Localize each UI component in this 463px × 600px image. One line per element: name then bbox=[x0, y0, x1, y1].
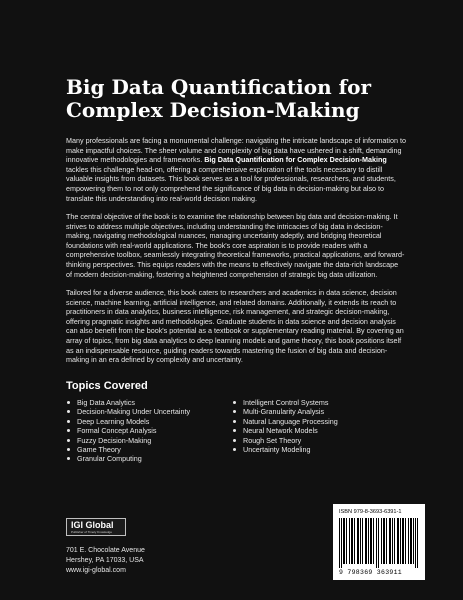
topic-label: Fuzzy Decision-Making bbox=[77, 435, 152, 445]
description-paragraph-1-intro: Many professionals are facing a monumental challenge: navigating the intricate landscape of information to make impactful choices. The sheer volume and complexity of big data have ushered in a shift, demanding innovative methodologies and frameworks. bbox=[66, 136, 407, 165]
description-paragraph-1 bbox=[66, 136, 406, 203]
description-paragraph-2: The central objective of the book is to examine the relationship between big data and decision-making. It strives to address multiple objectives, including understanding the intricacies of big data in decision-making, navigating methodological nuances, managing uncertainty adeptly, and bridging theoretical foundations with real-world applications. The book's core aspiration is to provide readers with a comprehensive toolbox, seamlessly integrating theoretical frameworks, practical applications, and forward-thinking perspectives. This equips readers with the means to effectively navigate the data-rich landscape of modern decision-making, fostering a heightened comprehension of strategic big data utilization. bbox=[66, 212, 405, 279]
bullet-icon bbox=[233, 420, 236, 423]
bullet-icon bbox=[67, 401, 70, 404]
publisher-logo-name: IGI Global bbox=[71, 520, 114, 530]
book-title-line-1: Big Data Quantification for bbox=[66, 75, 372, 99]
bullet-icon bbox=[233, 429, 236, 432]
topic-label: Intelligent Control Systems bbox=[243, 398, 329, 407]
address-street: 701 E. Chocolate Avenue bbox=[66, 547, 145, 554]
topic-label: Rough Set Theory bbox=[243, 435, 302, 445]
isbn-barcode-box bbox=[333, 504, 425, 580]
isbn-number: ISBN 979-8-3693-6391-1 bbox=[339, 509, 402, 515]
barcode-icon bbox=[339, 518, 419, 568]
topic-label: Neural Network Models bbox=[243, 426, 318, 436]
topic-label: Deep Learning Models bbox=[77, 416, 150, 426]
topics-heading: Topics Covered bbox=[66, 380, 148, 392]
bullet-icon bbox=[233, 410, 236, 413]
bullet-icon bbox=[67, 448, 70, 451]
description-paragraph-3: Tailored for a diverse audience, this book caters to researchers and academics in data science, decision science, machine learning, artificial intelligence, and related domains. Additionally, it extends its reach to practitioners in data analytics, business intelligence, risk management, and strategic decision-making, offering pragmatic insights and methodologies. Graduate students in data science and decision analysis can also benefit from the book's potential as a textbook or supplementary reading material. By covering an array of topics, from big data analytics to deep learning models and game theory, this book positions itself as an indispensable resource, guiding readers towards mastering the fusion of big data and decision-making in an era defined by complexity and uncertainty. bbox=[66, 288, 404, 365]
bullet-icon bbox=[67, 429, 70, 432]
address-city: Hershey, PA 17033, USA bbox=[66, 557, 144, 564]
publisher-logo-tagline: Publisher of Timely Knowledge bbox=[71, 530, 113, 534]
topic-item bbox=[232, 417, 402, 426]
topic-label: Game Theory bbox=[77, 445, 121, 455]
topic-label: Uncertainty Modeling bbox=[243, 445, 311, 455]
topic-label: Decision-Making Under Uncertainty bbox=[77, 407, 191, 417]
topic-item bbox=[66, 445, 226, 454]
book-title-line-2: Complex Decision-Making bbox=[66, 98, 360, 122]
topic-item bbox=[66, 436, 226, 445]
topics-list-right bbox=[232, 398, 402, 454]
topic-item bbox=[66, 417, 226, 426]
publisher-logo bbox=[66, 518, 126, 536]
publisher-address bbox=[66, 546, 145, 576]
bullet-icon bbox=[233, 448, 236, 451]
topics-list-left bbox=[66, 398, 226, 464]
topic-item bbox=[66, 454, 226, 463]
topic-item bbox=[66, 398, 226, 407]
book-title bbox=[66, 76, 406, 122]
bullet-icon bbox=[233, 439, 236, 442]
bullet-icon bbox=[67, 420, 70, 423]
description-book-title-bold: Big Data Quantification for Complex Decision-Making bbox=[204, 155, 387, 165]
publisher-website: www.igi-global.com bbox=[66, 567, 126, 574]
topic-item bbox=[232, 407, 402, 416]
bullet-icon bbox=[67, 439, 70, 442]
topic-item bbox=[232, 445, 402, 454]
barcode-digits: 9 798369 363911 bbox=[339, 569, 403, 576]
topic-item bbox=[232, 398, 402, 407]
bullet-icon bbox=[67, 410, 70, 413]
topic-item bbox=[66, 407, 226, 416]
topic-item bbox=[232, 436, 402, 445]
topic-item bbox=[232, 426, 402, 435]
bullet-icon bbox=[67, 457, 70, 460]
topic-item bbox=[66, 426, 226, 435]
topic-label: Granular Computing bbox=[77, 454, 142, 464]
topic-label: Multi-Granularity Analysis bbox=[243, 407, 325, 417]
topic-label: Natural Language Processing bbox=[243, 416, 338, 426]
bullet-icon bbox=[233, 401, 236, 404]
topic-label: Formal Concept Analysis bbox=[77, 426, 157, 436]
description-paragraph-1-rest: tackles this challenge head-on, offering a comprehensive exploration of the tools necessary to distill valuable insights from datasets. This book serves as a tool for professionals, researchers, and students, empowering them to not only comprehend the significance of big data in decision-making but also to translate this understanding into real-world decision making. bbox=[66, 164, 396, 203]
topic-label: Big Data Analytics bbox=[77, 398, 135, 407]
